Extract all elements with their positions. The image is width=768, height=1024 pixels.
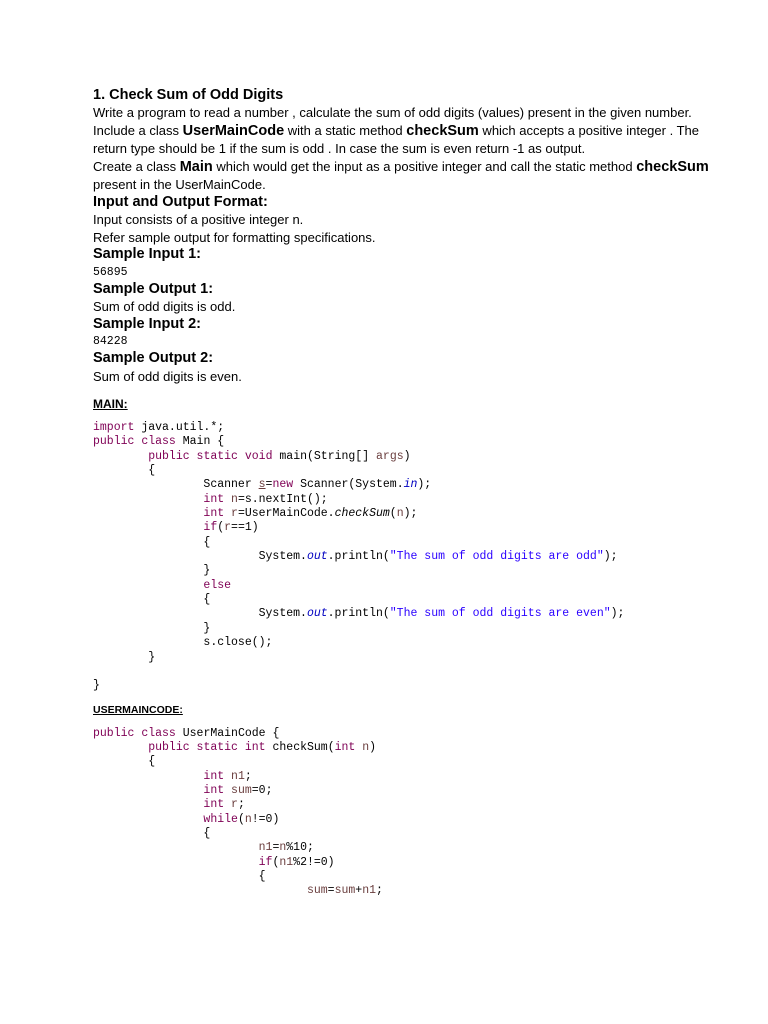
sample-input-1-value: 56895 — [93, 265, 128, 279]
class-name-usermaincode: UserMainCode — [182, 122, 285, 139]
method-name-checksum: checkSum — [406, 122, 479, 139]
code-line: { — [93, 826, 211, 840]
io-format-line-1: Input consists of a positive integer n. — [93, 212, 304, 227]
problem-title: 1. Check Sum of Odd Digits — [93, 87, 284, 103]
code-line: System.out.println("The sum of odd digits are odd"); — [93, 550, 618, 564]
code-line: } — [93, 621, 211, 635]
usermaincode-code-block — [93, 727, 733, 899]
code-line: import java.util.*; — [93, 421, 225, 434]
code-line: } — [93, 679, 100, 693]
io-format-line-2: Refer sample output for formatting specifications. — [93, 229, 376, 245]
description-paragraph-1: Write a program to read a number , calculate the sum of odd digits (values) present in the given number. — [93, 105, 692, 120]
sample-output-1-heading: Sample Output 1: — [93, 280, 214, 297]
code-line: } — [93, 650, 156, 664]
code-line: else — [203, 578, 232, 592]
code-line: s.close(); — [93, 636, 273, 650]
code-line: { — [93, 535, 211, 549]
sample-output-2-heading: Sample Output 2: — [93, 350, 214, 366]
sample-output-2-value: Sum of odd digits is even. — [93, 368, 242, 384]
description-paragraph-3: Create a class Main which would get the input as a positive integer and call the static method checkSum present in the UserMainCode. — [93, 158, 709, 192]
sample-input-1-heading: Sample Input 1: — [93, 246, 201, 262]
code-line: if(n1%2!=0) — [258, 855, 335, 869]
code-line: { — [93, 593, 211, 607]
io-format-heading: Input and Output Format: — [93, 193, 268, 210]
code-line: int n=s.nextInt(); — [203, 492, 328, 506]
code-line: if(r==1) — [203, 521, 259, 535]
description-paragraph-2: Include a class UserMainCode with a static method checkSum which accepts a positive integer . The return type should be 1 if the sum is odd . In case the sum is even return -1 as output. — [93, 122, 699, 156]
document-page — [93, 86, 733, 899]
code-line: public class Main { — [93, 435, 225, 449]
class-name-main: Main — [179, 158, 213, 175]
code-line: Scanner s=new Scanner(System.in); — [93, 478, 432, 492]
method-name-checksum-2: checkSum — [636, 158, 709, 175]
code-line: } — [93, 564, 211, 578]
main-code-block — [93, 421, 733, 694]
code-line: while(n!=0) — [203, 812, 280, 826]
sample-input-2-value: 84228 — [93, 335, 128, 348]
code-line: System.out.println("The sum of odd digits are even"); — [93, 607, 625, 621]
sample-output-1-value: Sum of odd digits is odd. — [93, 299, 236, 314]
code-line: public static int checkSum(int n) — [148, 740, 377, 754]
code-line: int r; — [203, 798, 245, 812]
main-section-heading: MAIN: — [93, 397, 128, 411]
code-line: int r=UserMainCode.checkSum(n); — [203, 507, 418, 521]
sample-input-2-heading: Sample Input 2: — [93, 315, 201, 332]
code-line: int sum=0; — [203, 783, 273, 797]
usermaincode-section-heading: USERMAINCODE: — [93, 703, 183, 716]
code-line: int n1; — [203, 769, 252, 783]
code-line: public class UserMainCode { — [93, 726, 280, 740]
code-line: n1=n%10; — [258, 841, 314, 855]
code-line: sum=sum+n1; — [306, 884, 383, 898]
code-line: public static void main(String[] args) — [148, 449, 411, 463]
code-line: { — [93, 869, 266, 883]
code-line: { — [93, 464, 156, 478]
code-line: { — [93, 755, 156, 769]
